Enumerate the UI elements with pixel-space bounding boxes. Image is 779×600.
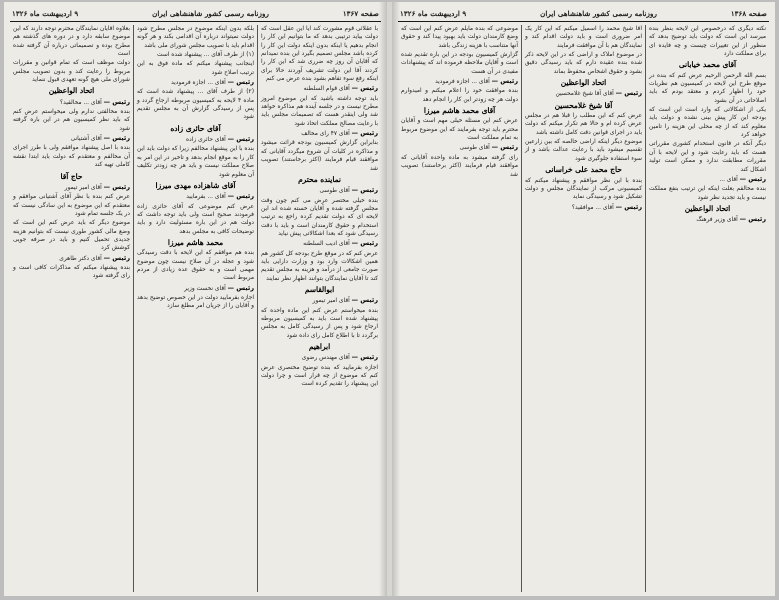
speaker-name: آقای وزیر فرهنگ bbox=[696, 217, 738, 224]
speaker-name: آقای ... اجازه فرمودید bbox=[171, 80, 226, 87]
speaker-label: رئیس — bbox=[615, 89, 642, 98]
body-paragraph: گزارش کمیسیون بودجه در این باره تقدیم شده است و آقایان ملاحظه فرموده اند که پیشنهادات مفیدی در آن هست bbox=[401, 52, 518, 75]
speaker-name: آقای قوام السلطنه bbox=[303, 86, 350, 93]
left-col-1 bbox=[257, 25, 381, 592]
body-paragraph: در موضوع املاک و اراضی که در این لایحه ذکر شده بنده عقیده دارم که باید رسیدگی دقیق بشود و حقوق اشخاص محفوظ بماند bbox=[525, 52, 642, 75]
speaker-line bbox=[13, 98, 130, 107]
body-paragraph: بنده موافقت خود را اعلام میکنم و امیدوارم دولت هر چه زودتر این کار را انجام دهد bbox=[401, 88, 518, 103]
body-paragraph: (۱) از طرف آقای ... پیشنهاد شده است bbox=[157, 52, 254, 59]
body-paragraph: بنده میخواستم عرض کنم این ماده واحده که پیشنهاد شده است باید به کمیسیون مربوطه ارجاع شود و پس از رسیدگی کامل به مجلس برگردد تا با اطلاع کامل رای داده شود bbox=[261, 307, 378, 339]
body-paragraph: اجازه بفرمایید که بنده توضیح مختصری عرض کنم که موضوع از چه قرار است و چرا دولت این پیشنهاد را تقدیم کرده است bbox=[261, 364, 378, 388]
left-col-2 bbox=[133, 25, 257, 592]
section-heading: اتحاد الواعظین bbox=[48, 86, 95, 96]
speaker-label: رئیس — bbox=[103, 182, 130, 191]
speaker-line bbox=[261, 186, 378, 195]
body-paragraph: عرض کنم که این مطلب را قبلا هم در مجلس عرض کرده ام و حالا هم تکرار میکنم که دولت باید در اجرای قوانین دقت کامل داشته باشد bbox=[525, 113, 642, 136]
speaker-line bbox=[137, 135, 254, 144]
speaker-label: رئیس — bbox=[491, 143, 518, 152]
speaker-name: آقای ادیب السلطنه bbox=[303, 241, 350, 248]
speaker-line bbox=[13, 254, 130, 263]
speaker-line bbox=[261, 353, 378, 362]
speaker-name: آقای امیر تیمور bbox=[312, 298, 350, 305]
right-col-2 bbox=[521, 25, 645, 592]
left-col-3 bbox=[10, 25, 133, 592]
speaker-name: آقای ... موافقید؟ bbox=[571, 204, 614, 211]
speaker-name: آقای ۴۷ رای مخالف bbox=[301, 131, 350, 138]
section-heading: آقای شاهزاده مهدی میرزا bbox=[155, 180, 236, 190]
section-heading: اتحاد الواعظین bbox=[560, 78, 607, 88]
section-heading: محمد هاشم میرزا bbox=[167, 237, 224, 247]
speaker-name: آقای نخست وزیر bbox=[184, 285, 226, 292]
body-paragraph: بنابراین گزارش کمیسیون بودجه قرائت میشود و مذاکره در کلیات آن شروع میگردد آقایانی که موافقند قیام فرمایند (اکثر برخاستند) تصویب شد bbox=[261, 140, 378, 172]
body-paragraph: بنده مخالفتی ندارم ولی میخواستم عرض کنم که باید نظر کمیسیون هم در این باره گرفته شود bbox=[13, 109, 130, 132]
speaker-line bbox=[525, 203, 642, 212]
body-paragraph: یکی از اشکالاتی که وارد است این است که بودجه این کار پیش بینی نشده و دولت باید معلوم کند که از چه محلی این هزینه را تامین خواهد کرد bbox=[649, 107, 766, 139]
body-paragraph: بنده با این نظر موافقم و پیشنهاد میکنم که کمیسیونی مرکب از نمایندگان مجلس و دولت تشکیل شود و رسیدگی نماید bbox=[525, 177, 642, 201]
speaker-line bbox=[137, 192, 254, 201]
speaker-name: آقای آشتیانی bbox=[70, 136, 102, 143]
section-heading: نماینده محترم bbox=[298, 174, 341, 184]
speaker-line bbox=[649, 215, 766, 224]
right-col-3 bbox=[398, 25, 521, 592]
body-paragraph: بنده خیلی مختصر عرض می کنم چون وقت مجلس گرفته شده و آقایان خسته شده اند این لایحه ای که دولت تقدیم کرده راجع به ترتیب استخدام و حقوق کارمندان است و باید با دقت رسیدگی شود که بعدا اشکالاتی پیش نیاید bbox=[261, 197, 378, 237]
speaker-line bbox=[261, 296, 378, 305]
speaker-name: آقای مهندس رضوی bbox=[301, 355, 350, 362]
section-heading: آقا شیخ غلامحسین bbox=[554, 100, 613, 110]
left-header-page-number: صفحه ۱۳۶۷ bbox=[342, 8, 379, 18]
speaker-label: رئیس — bbox=[351, 129, 378, 138]
body-paragraph: نکته دیگری که درخصوص این لایحه بنظر بنده میرسد این است که دولت باید توضیح بدهد که منظور از این تغییرات چیست و چه فایده ای برای مملکت دارد bbox=[649, 26, 766, 58]
body-paragraph: بنده هم موافقم که این لایحه با دقت رسیدگی شود و عجله در آن صلاح نیست چون موضوع مهمی است و به حقوق عده زیادی از مردم مربوط است bbox=[137, 250, 254, 282]
right-page bbox=[392, 2, 775, 596]
section-heading: ابوالقاسم bbox=[304, 284, 335, 294]
speaker-line bbox=[261, 84, 378, 93]
speaker-name: آقای طوسی bbox=[459, 145, 490, 152]
speaker-label: رئیس — bbox=[739, 174, 766, 183]
body-paragraph: بلکه بدون اینکه موضوع در مجلس مطرح شود دولت نمیتواند درباره آن اقدامی بکند و هر گونه اقدام باید با تصویب مجلس شورای ملی باشد bbox=[137, 26, 254, 49]
speaker-label: رئیس — bbox=[227, 78, 254, 87]
speaker-name: آقای امیر تیمور bbox=[64, 184, 102, 191]
speaker-label: رئیس — bbox=[491, 77, 518, 86]
left-header-title: روزنامه رسمی کشور شاهنشاهی ایران bbox=[152, 8, 269, 18]
body-paragraph: دیگر آنکه در قانون استخدام کشوری مقرراتی هست که باید رعایت شود و این لایحه با آن مقررات مطابقت ندارد و ممکن است تولید اشکال کند bbox=[649, 141, 766, 173]
speaker-label: رئیس — bbox=[351, 84, 378, 93]
speaker-name: آقای ... bbox=[719, 176, 738, 183]
body-paragraph: (۲) از طرف آقای ... پیشنهاد شده است که ماده ۴ لایحه به کمیسیون مربوطه ارجاع گردد و پس از رسیدگی گزارش آن به مجلس تقدیم شود bbox=[137, 89, 254, 121]
body-paragraph: بنده با اصل پیشنهاد موافقم ولی با طرز اجرای آن مخالفم و معتقدم که دولت باید ابتدا نقشه کاملی تهیه کند bbox=[13, 145, 130, 169]
right-page-header bbox=[398, 6, 769, 22]
section-heading: حاج آقا bbox=[60, 171, 83, 181]
speaker-label: رئیس — bbox=[351, 239, 378, 248]
right-header-date: ۹ اردیبهشت ماه ۱۳۲۶ bbox=[400, 8, 467, 18]
speaker-line bbox=[137, 78, 254, 87]
right-header-page-number: صفحه ۱۳۶۸ bbox=[730, 8, 767, 18]
body-paragraph: عرض کنم موضوعی که آقای حائری زاده فرمودند صحیح است ولی باید توجه داشت که دولت هم در این باره مسئولیت دارد و باید توضیحات کافی به مجلس بدهد bbox=[137, 203, 254, 235]
left-header-date: ۹ اردیبهشت ماه ۱۳۲۶ bbox=[12, 8, 79, 18]
speaker-label: رئیس — bbox=[351, 186, 378, 195]
speaker-line bbox=[261, 239, 378, 248]
section-heading: ابراهیم bbox=[308, 342, 331, 352]
speaker-line bbox=[137, 284, 254, 293]
speaker-line bbox=[525, 89, 642, 98]
speaker-line bbox=[649, 175, 766, 184]
body-paragraph: رای گرفته میشود به ماده واحده آقایانی که موافقند قیام فرمایند (اکثر برخاستند) تصویب شد bbox=[401, 154, 518, 178]
speaker-label: رئیس — bbox=[739, 215, 766, 224]
speaker-label: رئیس — bbox=[227, 283, 254, 292]
body-paragraph: باید توجه داشته باشید که این موضوع امروز مطرح نیست و در جلسه آینده هم مذاکره خواهد شد ولی اینقدر هست که تصمیمات مجلس باید با رعایت مصالح مملکت اتخاذ شود bbox=[261, 95, 378, 127]
section-heading: آقای محمد هاشم میرزا bbox=[423, 106, 496, 116]
speaker-name: آقای ... اجازه فرمودید bbox=[435, 79, 490, 86]
body-paragraph: دولت موظف است که تمام قوانین و مقررات مربوط را رعایت کند و بدون تصویب مجلس شورای ملی هیچ گونه تعهدی قبول ننماید bbox=[13, 60, 130, 84]
section-heading: آقای حائری زاده bbox=[170, 123, 221, 133]
body-paragraph: با عقلائی قوم مشورت کند آیا این عقل است که دولت بیاید ترتیبی بدهد که ما بتوانیم این کار را انجام بدهیم یا اینکه بدون اینکه دولت این کار را کرده باشد مجلس تصمیم بگیرد این بنده نمیدانم که آقایان آن روز چه ضرری شد که این کار را کردند آقا این دولت تشریف آوردند حالا برای اینکه رفع سوء تفاهم بشود بنده عرض می کنم bbox=[261, 26, 378, 83]
body-paragraph: بسم الله الرحمن الرحیم عرض کنم که بنده در موقع طرح این لایحه در کمیسیون هم نظریات خود را اظهار کردم و معتقد بودم که باید اصلاحاتی در آن بشود bbox=[649, 72, 766, 104]
speaker-line bbox=[13, 183, 130, 192]
section-heading: حاج محمد علی خراسانی bbox=[545, 165, 622, 175]
body-paragraph: عرض کنم که در موقع طرح بودجه کل کشور هم همین اشکالات وارد بود و وزارت دارایی باید صورت جامعی از درآمد و هزینه به مجلس تقدیم کند تا آقایان نمایندگان بتوانند اظهار نظر نمایند bbox=[261, 250, 378, 282]
left-page-columns bbox=[10, 22, 381, 592]
speaker-name: آقای حائری زاده bbox=[186, 137, 226, 144]
speaker-line bbox=[13, 134, 130, 143]
speaker-name: آقای آقا شیخ غلامحسین bbox=[555, 91, 614, 98]
speaker-name: آقای دکتر طاهری bbox=[59, 255, 102, 262]
body-paragraph: موضوع دیگر اینکه اراضی خالصه که بین زارعین تقسیم میشود باید با رعایت عدالت باشد و از سوء استفاده جلوگیری شود bbox=[525, 139, 642, 162]
speaker-label: رئیس — bbox=[227, 192, 254, 201]
body-paragraph: بنده پیشنهاد میکنم که مذاکرات کافی است و رای گرفته شود bbox=[13, 264, 130, 280]
section-heading: آقای محمد خیابانی bbox=[678, 60, 737, 70]
speaker-line bbox=[401, 143, 518, 152]
left-page-header bbox=[10, 6, 381, 22]
speaker-name: آقای طوسی bbox=[319, 188, 350, 195]
body-paragraph: موضوعی که بنده مایلم عرض کنم این است که وضع کارمندان دولت باید بهبود پیدا کند و حقوق آنها متناسب با هزینه زندگی باشد bbox=[401, 26, 518, 49]
speaker-name: آقای ... بفرمایید bbox=[186, 194, 226, 201]
speaker-label: رئیس — bbox=[351, 353, 378, 362]
speaker-label: رئیس — bbox=[103, 253, 130, 262]
body-paragraph: موضوع دیگر که باید عرض کنم این است که وضع مالی کشور طوری نیست که بتوانیم هزینه جدیدی تحمیل کنیم و باید در صرفه جویی کوشش کرد bbox=[13, 220, 130, 252]
right-page-columns bbox=[398, 22, 769, 592]
body-paragraph: اینجانب پیشنهاد میکنم که ماده فوق به این ترتیب اصلاح شود bbox=[137, 61, 254, 76]
speaker-label: رئیس — bbox=[615, 202, 642, 211]
body-paragraph: بنده با این پیشنهاد مخالفم زیرا که دولت باید این کار را به موقع انجام بدهد و تاخیر در این امر به صلاح مملکت نیست و باید هر چه زودتر تکلیف آن معلوم شود bbox=[137, 146, 254, 178]
left-page bbox=[4, 2, 387, 596]
body-paragraph: عرض کنم بنده با نظر آقای آشتیانی موافقم و معتقدم که این موضوع به این سادگی نیست که در یک جلسه تمام شود bbox=[13, 194, 130, 217]
speaker-line bbox=[261, 129, 378, 138]
body-paragraph: اجازه بفرمایید دولت در این خصوص توضیح بدهد و آقایان را از جریان امر مطلع سازد bbox=[137, 294, 254, 310]
newspaper-spread bbox=[4, 2, 775, 596]
body-paragraph: بنده مخالفم بعلت اینکه این ترتیب بنفع مملکت نیست و باید تجدید نظر شود bbox=[649, 186, 766, 201]
speaker-name: آقای ... مخالفید؟ bbox=[60, 99, 102, 106]
body-paragraph: بعلاوه آقایان نمایندگان محترم توجه دارند که این موضوع سابقه دارد و در دوره های گذشته هم مطرح بوده و تصمیماتی درباره آن گرفته شده است bbox=[13, 26, 130, 58]
speaker-label: رئیس — bbox=[227, 135, 254, 144]
right-header-title: روزنامه رسمی کشور شاهنشاهی ایران bbox=[540, 8, 657, 18]
speaker-label: رئیس — bbox=[351, 296, 378, 305]
speaker-label: رئیس — bbox=[103, 134, 130, 143]
right-col-1 bbox=[645, 25, 769, 592]
speaker-label: رئیس — bbox=[103, 97, 130, 106]
section-heading: اتحاد الواعظین bbox=[684, 203, 731, 213]
speaker-line bbox=[401, 77, 518, 86]
body-paragraph: آقا شیخ محمد را اسمیل میکنم که این کار یک امر ضروری است و باید دولت اقدام کند و نمایندگان هم با آن موافقت فرمایند bbox=[525, 26, 642, 49]
body-paragraph: عرض کنم این مسئله خیلی مهم است و آقایان محترم باید توجه بفرمایند که این موضوع مربوط به تمام مملکت است bbox=[401, 118, 518, 142]
